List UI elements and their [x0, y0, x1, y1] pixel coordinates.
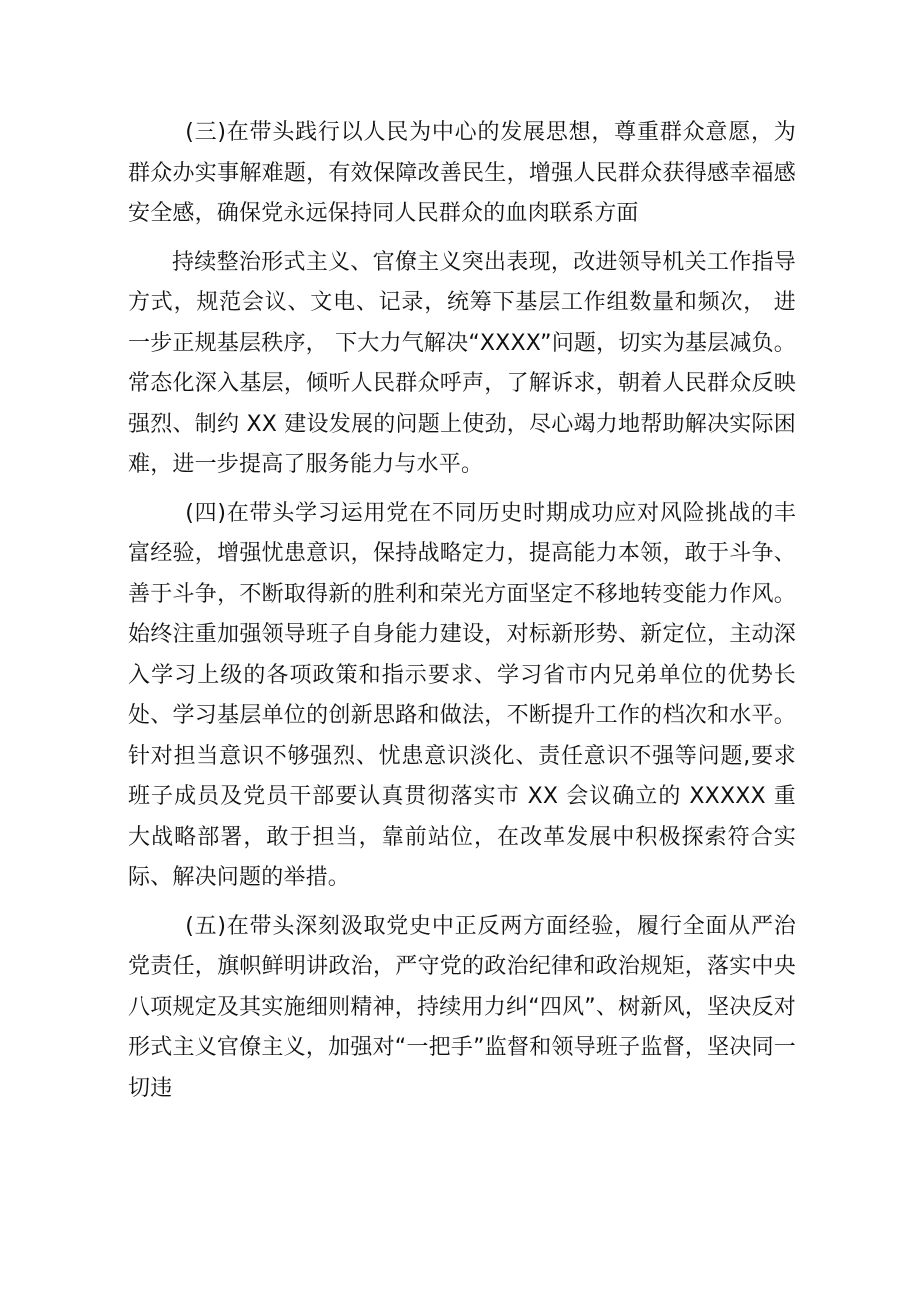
- section-three-body-paragraph: 持续整治形式主义、官僚主义突出表现，改进领导机关工作指导方式，规范会议、文电、记录，统筹下基层工作组数量和频次， 进一步正规基层秩序， 下大力气解决“XXXX”问题，切实为基层减负。常态化深入基层，倾听人民群众呼声，了解诉求，朝着人民群众反映强烈、制约 XX 建设发展的问题上使劲，尽心竭力地帮助解决实际困难，进一步提高了服务能力与水平。: [128, 249, 796, 477]
- section-four-paragraph: (四)在带头学习运用党在不同历史时期成功应对风险挑战的丰富经验，增强忧患意识，保持战略定力，提高能力本领，敢于斗争、善于斗争，不断取得新的胜利和荣光方面坚定不移地转变能力作风。始终注重加强领导班子自身能力建设，对标新形势、新定位，主动深入学习上级的各项政策和指示要求、学习省市内兄弟单位的优势长处、学习基层单位的创新思路和做法，不断提升工作的档次和水平。针对担当意识不够强烈、忧患意识淡化、责任意识不强等问题,要求班子成员及党员干部要认真贯彻落实市 XX 会议确立的 XXXXX 重大战略部署，敢于担当，靠前站位，在改革发展中积极探索符合实际、解决问题的举措。: [128, 500, 796, 890]
- section-five-paragraph: (五)在带头深刻汲取党史中正反两方面经验，履行全面从严治党责任，旗帜鲜明讲政治，严守党的政治纪律和政治规矩，落实中央八项规定及其实施细则精神，持续用力纠“四风”、树新风，坚决反对形式主义官僚主义，加强对“一把手”监督和领导班子监督，坚决同一切违: [128, 913, 796, 1101]
- section-three-heading-paragraph: (三)在带头践行以人民为中心的发展思想，尊重群众意愿，为群众办实事解难题，有效保障改善民生，增强人民群众获得感幸福感安全感，确保党永远保持同人民群众的血肉联系方面: [128, 120, 796, 226]
- document-body: [128, 113, 796, 1117]
